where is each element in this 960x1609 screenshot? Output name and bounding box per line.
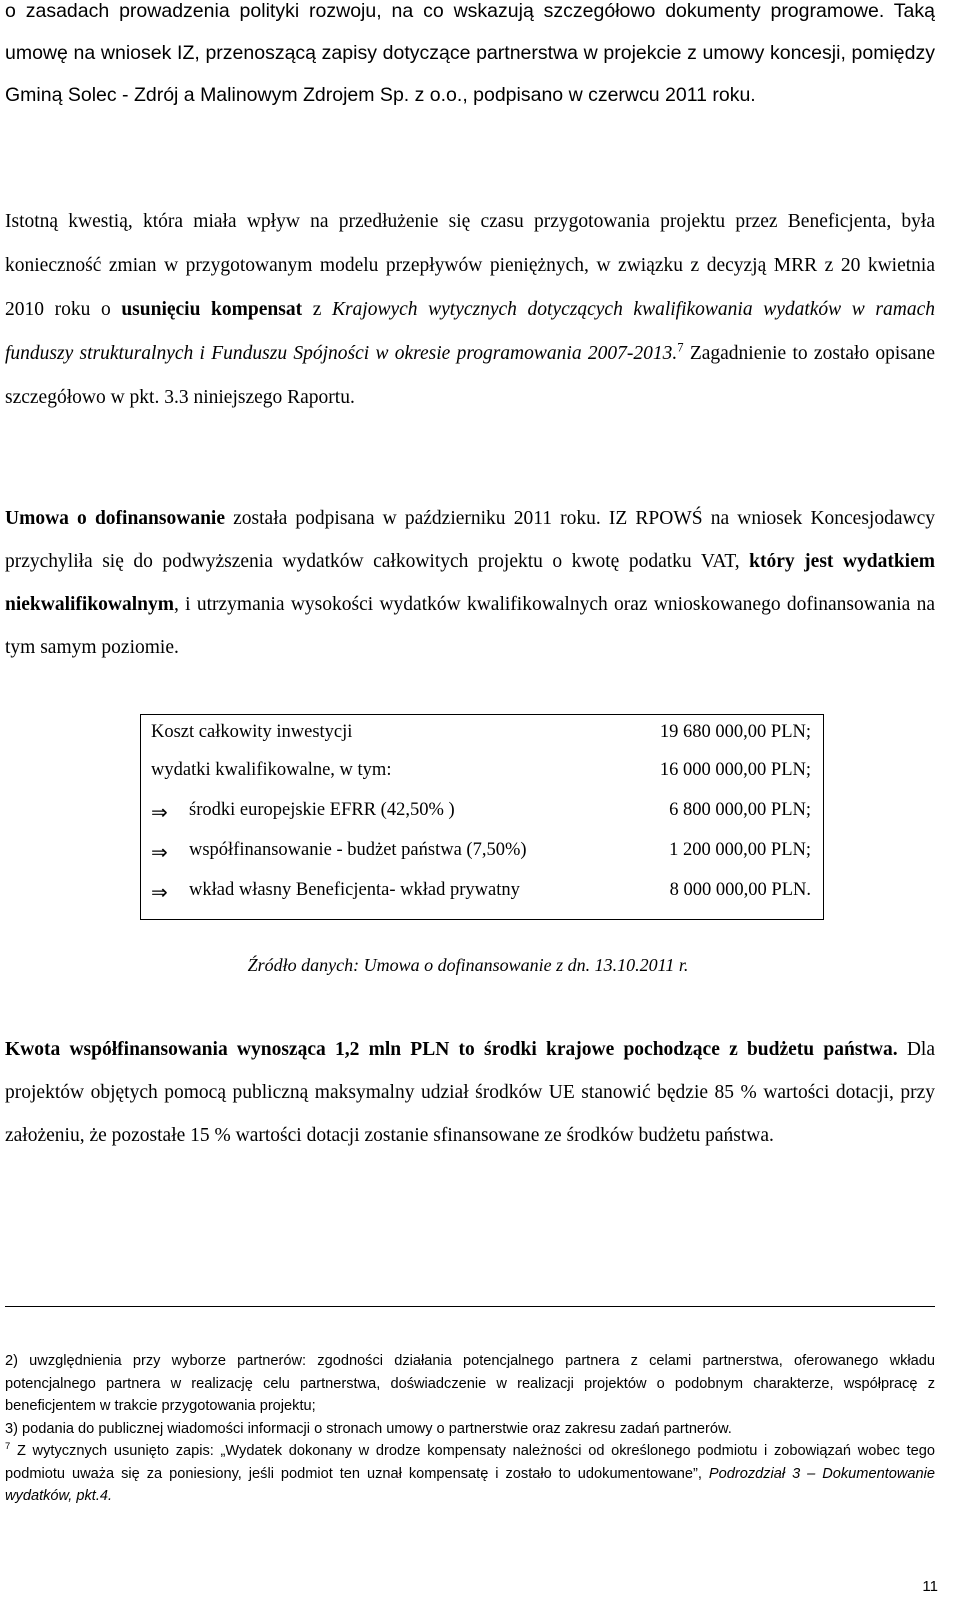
cost-row-own-contribution [141, 880, 823, 910]
cost-amount: 16 000 000,00 PLN; [659, 760, 811, 780]
cost-summary-box [140, 714, 824, 920]
cost-label: wkład własny Beneficjenta- wkład prywatny [189, 880, 520, 900]
data-source-caption: Źródło danych: Umowa o dofinansowanie z dn. 13.10.2011 r. [247, 955, 689, 975]
page-number: 11 [922, 1578, 938, 1595]
italic-title: Krajowych wytycznych dotyczących kwalifikowania wydatków w ramach funduszy strukturalnych i Funduszu Spójności w okresie programowania 2007-2013. [5, 299, 935, 364]
paragraph-text: o zasadach prowadzenia polityki rozwoju, na co wskazują szczegółowo dokumenty programowe. Taką umowę na wniosek IZ, przenoszącą zapisy dotyczące partnerstwa w projekcie z umowy koncesji, pomiędzy Gminą Solec - Zdrój a Malinowym Zdrojem Sp. z o.o., podpisano w czerwcu 2011 roku. [5, 0, 935, 106]
text-span: Istotną kwestią, która miała wpływ na przedłużenie się czasu przygotowania projektu przez Beneficjenta, była konieczność zmian w przygotowanym modelu przepływów pieniężnych, w związku z decyzją MRR z 20 kwietnia 2010 roku o [5, 211, 935, 320]
footnote-text: Z wytycznych usunięto zapis: „Wydatek dokonany w drodze kompensaty należności od określonego podmiotu i zobowiązań wobec tego podmiotu uważa się za poniesiony, jeśli podmiot ten uznał kompensatę i zostało to udokumentowane”, [5, 1443, 935, 1482]
cost-row-total [141, 722, 823, 752]
double-arrow-icon: ⇒ [151, 802, 168, 824]
cost-label: współfinansowanie - budżet państwa (7,50%) [189, 840, 527, 860]
paragraph-partnership-agreement [5, 0, 935, 116]
bold-term: Kwota współfinansowania wynosząca 1,2 mln PLN to środki krajowe pochodzące z budżetu państwa. [5, 1039, 898, 1060]
text-span: Zagadnienie to zostało opisane szczegółowo w pkt. 3.3 niniejszego Raportu. [5, 343, 935, 408]
cost-row-eligible [141, 760, 823, 790]
paragraph-compensation-issue [5, 200, 935, 420]
footnote-ref: 7 [677, 340, 684, 355]
footnote-number: 7 [5, 1441, 11, 1453]
double-arrow-icon: ⇒ [151, 882, 168, 904]
cost-label: Koszt całkowity inwestycji [151, 722, 353, 742]
cost-amount: 1 200 000,00 PLN; [669, 840, 811, 860]
paragraph-funding-agreement [5, 497, 935, 669]
text-span: została podpisana w październiku 2011 roku. IZ RPOWŚ na wniosek Koncesjodawcy przychyliła się do podwyższenia wydatków całkowitych projektu o kwotę podatku VAT, [5, 508, 935, 572]
text-span: z [302, 299, 332, 320]
paragraph-cofinancing [5, 1028, 935, 1157]
bold-term: który jest wydatkiem niekwalifikowalnym [5, 551, 935, 615]
cost-row-state-budget [141, 840, 823, 870]
footnote-italic: Podrozdział 3 – Dokumentowanie wydatków, pkt.4. [5, 1465, 935, 1504]
cost-amount: 19 680 000,00 PLN; [659, 722, 811, 742]
cost-label: wydatki kwalifikowalne, w tym: [151, 760, 392, 780]
bold-term: usunięciu kompensat [121, 299, 303, 320]
text-span: Dla projektów objętych pomocą publiczną maksymalny udział środków UE stanowić będzie 85 % wartości dotacji, przy założeniu, że pozostałe 15 % wartości dotacji zostanie sfinansowane ze środków budżetu państwa. [5, 1039, 935, 1146]
text-span: , i utrzymania wysokości wydatków kwalifikowalnych oraz wnioskowanego dofinansowania na tym samym poziomie. [5, 594, 935, 658]
footnotes [5, 1350, 935, 1508]
footnote-2: 2) uwzględnienia przy wyborze partnerów: zgodności działania potencjalnego partnera z celami partnerstwa, oferowanego wkładu potencjalnego partnera w realizację celu partnerstwa, doświadczenie w realizacji projektów o podobnym charakterze, współpracę z beneficjentem w trakcie przygotowania projektu; [5, 1353, 935, 1414]
bold-term: Umowa o dofinansowanie [5, 508, 225, 529]
footnote-3: 3) podania do publicznej wiadomości informacji o stronach umowy o partnerstwie oraz zakresu zadań partnerów. [5, 1420, 732, 1437]
cost-amount: 8 000 000,00 PLN. [669, 880, 811, 900]
cost-label: środki europejskie EFRR (42,50% ) [189, 800, 455, 820]
footnote-divider [5, 1306, 935, 1307]
double-arrow-icon: ⇒ [151, 842, 168, 864]
footnote-7 [5, 1440, 935, 1508]
cost-row-efrr [141, 800, 823, 830]
cost-amount: 6 800 000,00 PLN; [669, 800, 811, 820]
